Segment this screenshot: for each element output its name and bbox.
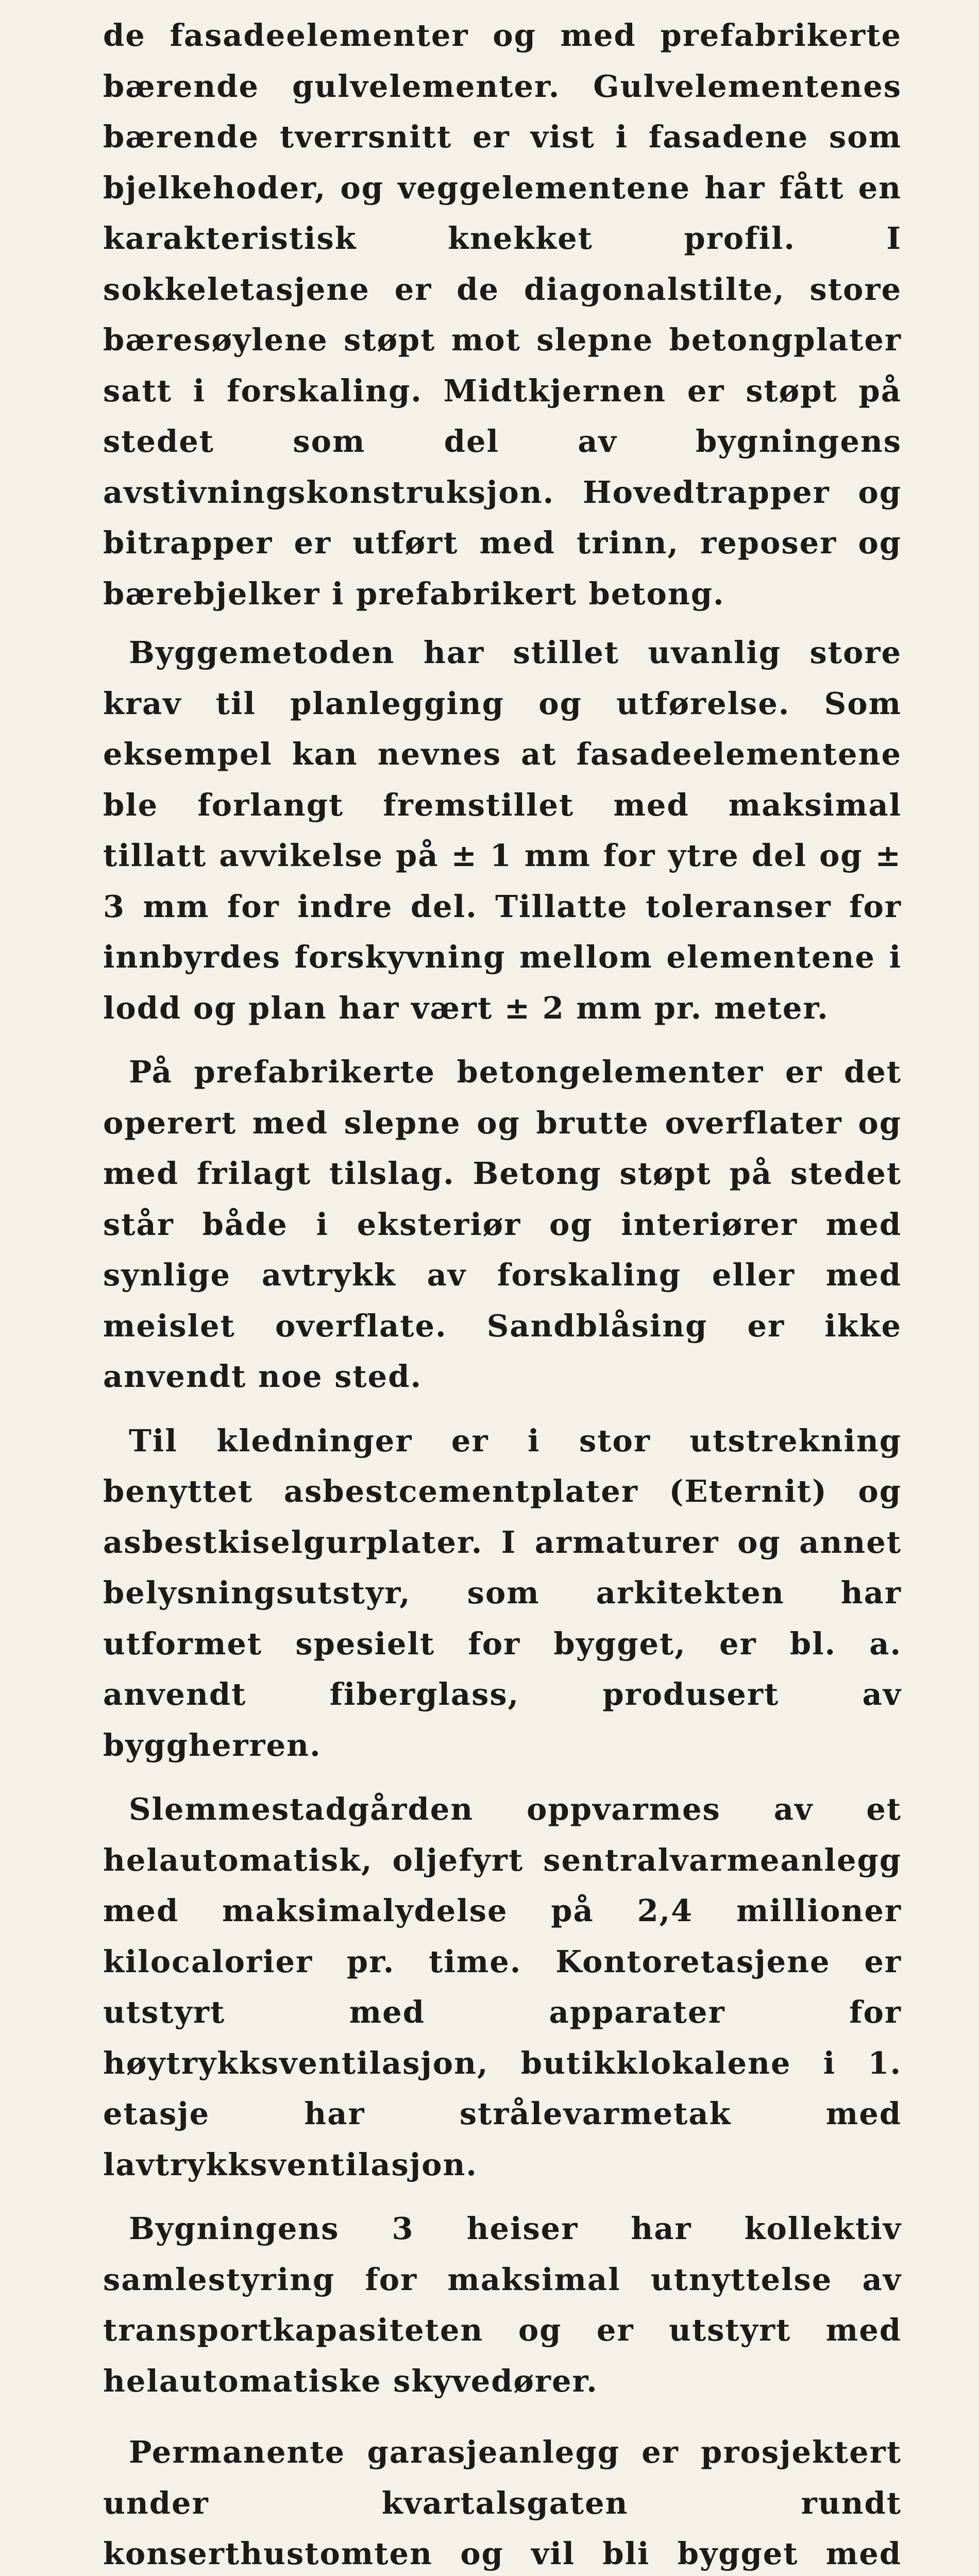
paragraph-elevators: Bygningens 3 heiser har kollektiv samlestyring for maksimal utnyttelse av transportkapasiteten og er utstyrt med helautomatiske skyvedører. [103,2211,902,2399]
paragraph-cladding: Til kledninger er i stor utstrekning benyttet asbestcementplater (Eternit) og asbestkiselgurplater. I armaturer og annet belysningsutstyr, som arkitekten har utformet spesielt for bygget, er bl. a. anvendt fiberglass, produsert av byggherren. [103,1422,902,1763]
paragraph-concrete-surfaces: På prefabrikerte betongelementer er det operert med slepne og brutte overflater og med frilagt tilslag. Betong støpt på stedet står både i eksteriør og interiører med synlige avtrykk av forskaling eller med meislet overflate. Sandblåsing er ikke anvendt noe sted. [103,1054,902,1394]
paragraph-parking: Permanente garasjeanlegg er prosjektert under kvartalsgaten rundt konserthustomten og vil bli bygget med [103,2434,902,2571]
text-column [103,10,902,2576]
paragraph-heating: Slemmestadgården oppvarmes av et helautomatisk, oljefyrt sentralvarmeanlegg med maksimalydelse på 2,4 millioner kilocalorier pr. time. Kontoretasjene er utstyrt med apparater for høytrykksventilasjon, butikklokalene i 1. etasje har strålevarmetak med lavtrykksventilasjon. [103,1791,902,2182]
paragraph-construction: de fasadeelementer og med prefabrikerte bærende gulvelementer. Gulvelementenes bærende tverrsnitt er vist i fasadene som bjelkehoder, og veggelementene har fått en karakteristisk knekket profil. I sokkeletasjene er de diagonalstilte, store bæresøylene støpt mot slepne betongplater satt i forskaling. Midtkjernen er støpt på stedet som del av bygningens avstivningskonstruksjon. Hovedtrapper og bitrapper er utført med trinn, reposer og bærebjelker i prefabrikert betong. [103,18,902,612]
paragraph-building-method: Byggemetoden har stillet uvanlig store krav til planlegging og utførelse. Som eksempel kan nevnes at fasadeelementene ble forlangt fremstillet med maksimal tillatt avvikelse på ± 1 mm for ytre del og ± 3 mm for indre del. Tillatte toleranser for innbyrdes forskyvning mellom elementene i lodd og plan har vært ± 2 mm pr. meter. [103,635,902,1026]
